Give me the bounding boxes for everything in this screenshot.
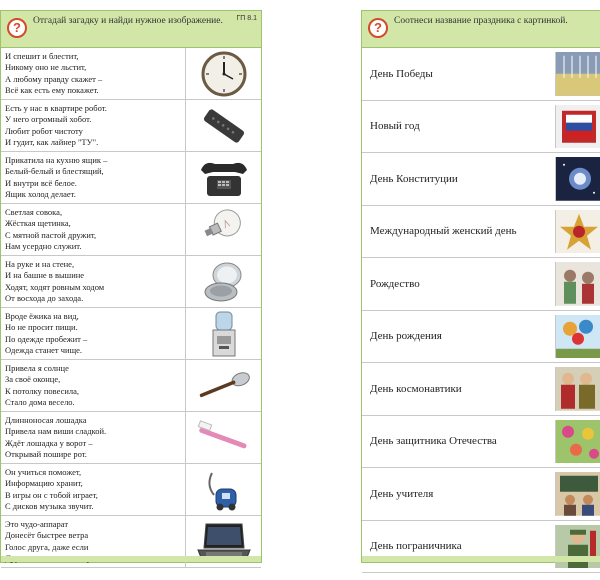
- riddle-row: [1, 204, 261, 256]
- spoon-icon[interactable]: [185, 360, 262, 411]
- holiday-name: День Победы: [370, 67, 433, 80]
- compact-mirror-icon[interactable]: [185, 256, 262, 307]
- riddle-line: Открывай пошире рот.: [5, 449, 87, 460]
- riddle-line: Любит робот чистоту: [5, 125, 83, 136]
- holiday-row: [362, 416, 600, 469]
- riddle-row: [1, 256, 261, 308]
- holidays-instruction: Соотнеси название праздника с картинкой.: [394, 16, 568, 26]
- soldiers-thumb[interactable]: [555, 367, 600, 411]
- riddle-line: И внутри всё белое.: [5, 177, 77, 188]
- holiday-label[interactable]: [370, 416, 550, 468]
- holiday-row: [362, 48, 600, 101]
- holiday-name: День учителя: [370, 487, 434, 500]
- holiday-row: [362, 258, 600, 311]
- question-icon: ?: [368, 18, 388, 38]
- holidays-card: [361, 10, 600, 563]
- riddle-line: Всё как есть ему покажет.: [5, 85, 99, 96]
- riddle-line: Длинноносая лошадка: [5, 415, 87, 425]
- riddle-text: [5, 103, 183, 149]
- riddle-row: [1, 308, 261, 360]
- holiday-label[interactable]: [370, 206, 550, 258]
- riddle-line: За своё оконце,: [5, 374, 61, 385]
- lightbulb-icon[interactable]: [185, 204, 262, 255]
- riddle-line: Светлая совока,: [5, 207, 63, 217]
- riddle-line: С дисков музыка звучит.: [5, 501, 94, 512]
- riddle-line: Привела нам виши сладкой.: [5, 426, 107, 437]
- riddle-line: Прикатила на кухню ящик –: [5, 155, 108, 165]
- riddle-line: В игры он с тобой играет,: [5, 489, 98, 500]
- riddle-line: У него огромный хобот.: [5, 114, 92, 125]
- riddle-line: Информацию хранит,: [5, 478, 83, 489]
- cosmos-thumb[interactable]: [555, 157, 600, 201]
- riddle-line: К потолку повесила,: [5, 385, 80, 396]
- holiday-name: День рождения: [370, 330, 442, 343]
- toothbrush-icon[interactable]: [185, 412, 262, 463]
- riddle-line: Есть у нас в квартире робот.: [5, 103, 107, 113]
- holiday-list: [362, 48, 600, 573]
- vacuum-cleaner-icon[interactable]: [185, 464, 262, 515]
- card-bottom-strip: [362, 556, 600, 562]
- riddle-line: Жёсткая щетинка,: [5, 218, 71, 229]
- holiday-label[interactable]: [370, 468, 550, 520]
- holiday-label[interactable]: [370, 258, 550, 310]
- remote-icon[interactable]: [185, 100, 262, 151]
- holiday-name: День пограничника: [370, 540, 462, 553]
- riddle-line: Ходят, ходят ровным ходом: [5, 281, 105, 292]
- riddle-line: С мятной пастой дружит,: [5, 229, 97, 240]
- holiday-row: [362, 468, 600, 521]
- holiday-label[interactable]: [370, 101, 550, 153]
- riddle-line: Голос друга, даже если: [5, 541, 89, 552]
- order-thumb[interactable]: [555, 210, 600, 254]
- riddle-line: Одежда станет чище.: [5, 345, 83, 356]
- holiday-name: День Конституции: [370, 172, 458, 185]
- card-bottom-strip: [1, 556, 261, 562]
- riddle-row: [1, 100, 261, 152]
- holiday-name: Новый год: [370, 120, 420, 133]
- holiday-name: Рождество: [370, 277, 420, 290]
- holiday-label[interactable]: [370, 153, 550, 205]
- riddle-line: На руке и на стене,: [5, 259, 75, 269]
- riddle-row: [1, 152, 261, 204]
- riddle-text: [5, 311, 183, 357]
- riddle-line: Это чудо-аппарат: [5, 519, 69, 529]
- flag-thumb[interactable]: [555, 105, 600, 149]
- riddle-text: [5, 363, 183, 409]
- holiday-row: [362, 521, 600, 574]
- riddle-row: [1, 360, 261, 412]
- holiday-row: [362, 311, 600, 364]
- riddle-line: Он учиться поможет,: [5, 467, 82, 477]
- riddle-line: Белый-белый и блестящий,: [5, 166, 104, 177]
- riddle-line: Вроде ёжика на вид,: [5, 311, 79, 321]
- riddles-card-header: [1, 11, 261, 48]
- riddle-text: [5, 259, 183, 305]
- holiday-name: День защитника Отечества: [370, 435, 497, 448]
- water-cooler-icon[interactable]: [185, 308, 262, 359]
- riddle-row: [1, 412, 261, 464]
- riddle-line: Ждёт лошадка у ворот –: [5, 437, 93, 448]
- riddle-text: [5, 51, 183, 97]
- riddle-line: Нам усердно служит.: [5, 241, 82, 252]
- flowers-thumb[interactable]: [555, 420, 600, 464]
- riddle-row: [1, 48, 261, 100]
- question-icon: ?: [7, 18, 27, 38]
- holiday-name: Международный женский день: [370, 225, 517, 238]
- riddles-card: [0, 10, 262, 563]
- riddle-text: [5, 415, 183, 461]
- riddle-line: Привела я солнце: [5, 363, 69, 373]
- riddle-line: Никому оно не льстит,: [5, 62, 87, 73]
- riddle-line: Но не просит пищи.: [5, 322, 78, 333]
- holiday-row: [362, 153, 600, 206]
- riddle-line: По одежде пробежит –: [5, 333, 88, 344]
- holiday-row: [362, 206, 600, 259]
- riddle-text: [5, 207, 183, 253]
- riddle-text: [5, 155, 183, 201]
- riddle-line: А любому правду скажет –: [5, 73, 103, 84]
- holiday-label[interactable]: [370, 363, 550, 415]
- holiday-label[interactable]: [370, 311, 550, 363]
- riddle-line: Донесёт быстрее ветра: [5, 530, 89, 541]
- telephone-icon[interactable]: [185, 152, 262, 203]
- riddle-list: [1, 48, 261, 568]
- balloons-thumb[interactable]: [555, 315, 600, 359]
- riddle-line: И спешит и блестит,: [5, 51, 79, 61]
- riddle-line: И гудит, как лайнер "ТУ".: [5, 137, 99, 148]
- holiday-label[interactable]: [370, 521, 550, 573]
- riddle-line: Стало дома весело.: [5, 397, 75, 408]
- holiday-row: [362, 101, 600, 154]
- riddles-instruction: Отгадай загадку и найди нужное изображение.: [33, 16, 223, 26]
- riddle-line: И на башне в вышине: [5, 270, 85, 281]
- holiday-row: [362, 363, 600, 416]
- holiday-name: День космонавтики: [370, 382, 462, 395]
- riddle-line: Ящик холод делает.: [5, 189, 76, 200]
- holidays-card-header: [362, 11, 600, 48]
- holiday-label[interactable]: [370, 48, 550, 100]
- fireworks-thumb[interactable]: [555, 52, 600, 96]
- classroom-thumb[interactable]: [555, 472, 600, 516]
- riddle-row: [1, 464, 261, 516]
- page-code: ГП 8.1: [236, 15, 257, 22]
- riddle-text: [5, 467, 183, 513]
- family-thumb[interactable]: [555, 262, 600, 306]
- clock-icon[interactable]: [185, 48, 262, 99]
- riddle-line: От восхода до захода.: [5, 293, 84, 304]
